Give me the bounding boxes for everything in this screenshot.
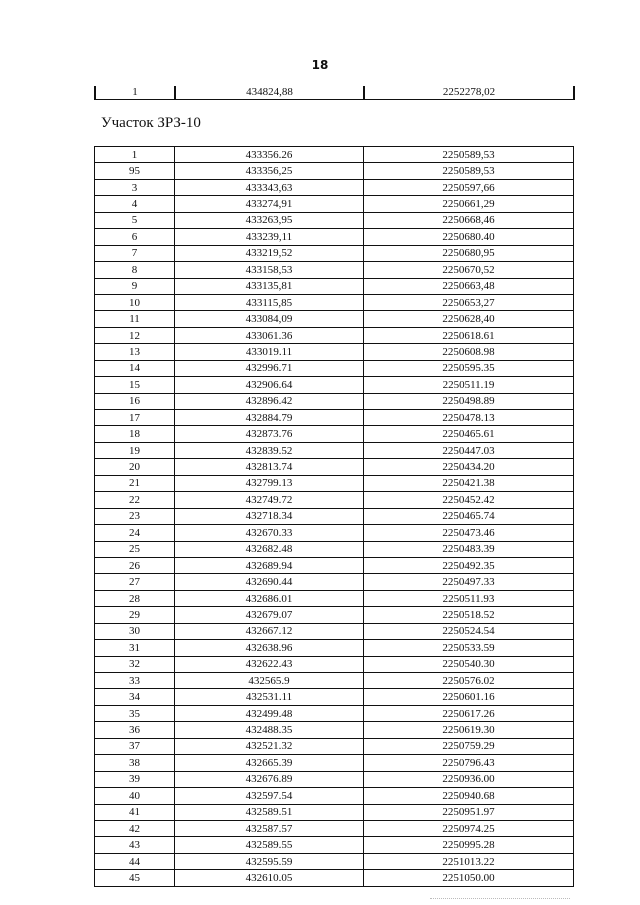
table-row (95, 459, 574, 475)
point-number: 43 (95, 837, 175, 853)
table-row (95, 574, 574, 590)
table-row (95, 442, 574, 458)
coordinate-x: 432813.74 (175, 459, 364, 475)
table-row (95, 179, 574, 195)
point-number: 19 (95, 442, 175, 458)
point-number: 1 (95, 86, 175, 100)
coordinate-y: 2250661,29 (364, 196, 574, 212)
table-row (95, 245, 574, 261)
coordinate-y: 2250421.38 (364, 475, 574, 491)
coordinate-y: 2250434.20 (364, 459, 574, 475)
coordinate-x: 432682.48 (175, 541, 364, 557)
table-row (95, 262, 574, 278)
table-row (95, 508, 574, 524)
table-row (95, 755, 574, 771)
point-number: 24 (95, 525, 175, 541)
point-number: 39 (95, 771, 175, 787)
point-number: 7 (95, 245, 175, 261)
coordinate-y: 2251013.22 (364, 853, 574, 869)
coordinate-y: 2250680.40 (364, 229, 574, 245)
point-number: 21 (95, 475, 175, 491)
point-number: 22 (95, 492, 175, 508)
coordinate-y: 2250511.93 (364, 590, 574, 606)
table-row (95, 607, 574, 623)
section-title: Участок ЗРЗ-10 (101, 115, 201, 131)
coordinate-y: 2250589,53 (364, 147, 574, 163)
coordinate-x: 432839.52 (175, 442, 364, 458)
coordinate-x: 432521.32 (175, 738, 364, 754)
table-row (95, 525, 574, 541)
table-row (95, 294, 574, 310)
point-number: 44 (95, 853, 175, 869)
coordinate-x: 432873.76 (175, 426, 364, 442)
table-row (95, 820, 574, 836)
coordinate-x: 432665.39 (175, 755, 364, 771)
coordinate-x: 433274,91 (175, 196, 364, 212)
coordinate-x: 432595.59 (175, 853, 364, 869)
point-number: 3 (95, 179, 175, 195)
coordinate-x: 433135,81 (175, 278, 364, 294)
table-row (95, 163, 574, 179)
coordinate-y: 2250653,27 (364, 294, 574, 310)
table-row (95, 557, 574, 573)
coordinate-x: 432589.51 (175, 804, 364, 820)
point-number: 42 (95, 820, 175, 836)
page-number: 18 (311, 58, 329, 72)
point-number: 18 (95, 426, 175, 442)
coordinate-y: 2250465.61 (364, 426, 574, 442)
coordinate-y: 2250540.30 (364, 656, 574, 672)
table-row (95, 656, 574, 672)
table-row (95, 393, 574, 409)
coordinate-y: 2251050.00 (364, 870, 574, 886)
coordinate-x: 432749.72 (175, 492, 364, 508)
point-number: 38 (95, 755, 175, 771)
table-row (95, 327, 574, 343)
coordinate-x: 433356.26 (175, 147, 364, 163)
table-row (95, 196, 574, 212)
coordinate-y: 2250497.33 (364, 574, 574, 590)
coordinate-y: 2250628,40 (364, 311, 574, 327)
coordinate-x: 432667.12 (175, 623, 364, 639)
coordinate-y: 2250663,48 (364, 278, 574, 294)
point-number: 30 (95, 623, 175, 639)
point-number: 13 (95, 344, 175, 360)
table-row (95, 689, 574, 705)
point-number: 40 (95, 788, 175, 804)
coordinate-x: 432670.33 (175, 525, 364, 541)
coordinate-y: 2250670,52 (364, 262, 574, 278)
point-number: 36 (95, 722, 175, 738)
coordinate-x: 433239,11 (175, 229, 364, 245)
coordinate-x: 432996.71 (175, 360, 364, 376)
table-row (95, 229, 574, 245)
table-row (95, 705, 574, 721)
table-row (95, 673, 574, 689)
table-row (95, 212, 574, 228)
coordinate-y: 2250601.16 (364, 689, 574, 705)
table-row (95, 590, 574, 606)
point-number: 23 (95, 508, 175, 524)
point-number: 33 (95, 673, 175, 689)
point-number: 45 (95, 870, 175, 886)
coordinate-x: 433343,63 (175, 179, 364, 195)
coordinate-y: 2250576.02 (364, 673, 574, 689)
coordinate-y: 2250668,46 (364, 212, 574, 228)
coordinate-x: 432589.55 (175, 837, 364, 853)
table-row (95, 837, 574, 853)
coordinate-y: 2250951.97 (364, 804, 574, 820)
coordinate-y: 2250492.35 (364, 557, 574, 573)
coordinate-x: 433158,53 (175, 262, 364, 278)
point-number: 11 (95, 311, 175, 327)
point-number: 95 (95, 163, 175, 179)
coordinate-y: 2250680,95 (364, 245, 574, 261)
table-row (95, 311, 574, 327)
coordinate-y: 2250524.54 (364, 623, 574, 639)
coordinate-x: 432799.13 (175, 475, 364, 491)
point-number: 35 (95, 705, 175, 721)
continued-coordinates-table (94, 86, 575, 100)
point-number: 9 (95, 278, 175, 294)
coordinate-y: 2250589,53 (364, 163, 574, 179)
table-row (95, 722, 574, 738)
coordinate-x: 432499.48 (175, 705, 364, 721)
coordinate-y: 2250511.19 (364, 377, 574, 393)
coordinate-y: 2252278,02 (364, 86, 574, 100)
coordinate-x: 432597.54 (175, 788, 364, 804)
coordinate-y: 2250518.52 (364, 607, 574, 623)
coordinate-x: 432622.43 (175, 656, 364, 672)
coordinate-x: 433084,09 (175, 311, 364, 327)
point-number: 31 (95, 640, 175, 656)
table-row (95, 492, 574, 508)
point-number: 27 (95, 574, 175, 590)
table-row (95, 623, 574, 639)
coordinate-x: 432565.9 (175, 673, 364, 689)
table-row (95, 426, 574, 442)
point-number: 17 (95, 410, 175, 426)
point-number: 37 (95, 738, 175, 754)
coordinate-y: 2250995.28 (364, 837, 574, 853)
point-number: 32 (95, 656, 175, 672)
table-row (95, 771, 574, 787)
table-row (95, 870, 574, 886)
point-number: 20 (95, 459, 175, 475)
point-number: 29 (95, 607, 175, 623)
table-row (95, 853, 574, 869)
table-row (95, 278, 574, 294)
point-number: 26 (95, 557, 175, 573)
coordinate-x: 433356,25 (175, 163, 364, 179)
point-number: 1 (95, 147, 175, 163)
coordinate-x: 432686.01 (175, 590, 364, 606)
coordinate-y: 2250595.35 (364, 360, 574, 376)
coordinate-x: 433263,95 (175, 212, 364, 228)
coordinate-x: 432690.44 (175, 574, 364, 590)
coordinate-y: 2250974.25 (364, 820, 574, 836)
coordinate-x: 433115,85 (175, 294, 364, 310)
point-number: 25 (95, 541, 175, 557)
table-row (95, 640, 574, 656)
coordinate-y: 2250447.03 (364, 442, 574, 458)
coordinate-y: 2250619.30 (364, 722, 574, 738)
coordinate-x: 432679.07 (175, 607, 364, 623)
coordinate-y: 2250465.74 (364, 508, 574, 524)
point-number: 28 (95, 590, 175, 606)
coordinate-x: 433061.36 (175, 327, 364, 343)
page-edge-mark (430, 898, 570, 900)
point-number: 16 (95, 393, 175, 409)
coordinate-y: 2250533.59 (364, 640, 574, 656)
coordinate-x: 433219,52 (175, 245, 364, 261)
coordinate-x: 434824,88 (175, 86, 364, 100)
table-row (95, 360, 574, 376)
coordinate-y: 2250498.89 (364, 393, 574, 409)
table-row (95, 377, 574, 393)
coordinate-x: 432689.94 (175, 557, 364, 573)
table-row (95, 788, 574, 804)
coordinate-y: 2250936.00 (364, 771, 574, 787)
coordinates-table (94, 146, 574, 887)
table-row (95, 541, 574, 557)
coordinate-x: 432896.42 (175, 393, 364, 409)
coordinate-y: 2250796.43 (364, 755, 574, 771)
table-row (95, 147, 574, 163)
table-row (95, 86, 574, 100)
coordinate-x: 432906.64 (175, 377, 364, 393)
coordinate-y: 2250608.98 (364, 344, 574, 360)
coordinate-y: 2250597,66 (364, 179, 574, 195)
point-number: 12 (95, 327, 175, 343)
coordinates-table-body (95, 147, 574, 887)
coordinate-y: 2250473.46 (364, 525, 574, 541)
coordinate-x: 432587.57 (175, 820, 364, 836)
coordinate-y: 2250618.61 (364, 327, 574, 343)
coordinate-x: 432676.89 (175, 771, 364, 787)
coordinate-y: 2250452.42 (364, 492, 574, 508)
point-number: 10 (95, 294, 175, 310)
point-number: 8 (95, 262, 175, 278)
point-number: 34 (95, 689, 175, 705)
coordinate-x: 432638.96 (175, 640, 364, 656)
table-row (95, 804, 574, 820)
coordinate-x: 432718.34 (175, 508, 364, 524)
table-row (95, 738, 574, 754)
table-row (95, 475, 574, 491)
coordinate-x: 432531.11 (175, 689, 364, 705)
point-number: 15 (95, 377, 175, 393)
coordinate-y: 2250617.26 (364, 705, 574, 721)
table-row (95, 344, 574, 360)
coordinate-y: 2250759.29 (364, 738, 574, 754)
coordinate-x: 432610.05 (175, 870, 364, 886)
point-number: 5 (95, 212, 175, 228)
coordinate-y: 2250940.68 (364, 788, 574, 804)
coordinate-x: 432488.35 (175, 722, 364, 738)
coordinate-x: 433019.11 (175, 344, 364, 360)
point-number: 4 (95, 196, 175, 212)
coordinate-x: 432884.79 (175, 410, 364, 426)
point-number: 14 (95, 360, 175, 376)
point-number: 41 (95, 804, 175, 820)
table-row (95, 410, 574, 426)
point-number: 6 (95, 229, 175, 245)
coordinate-y: 2250478.13 (364, 410, 574, 426)
coordinate-y: 2250483.39 (364, 541, 574, 557)
